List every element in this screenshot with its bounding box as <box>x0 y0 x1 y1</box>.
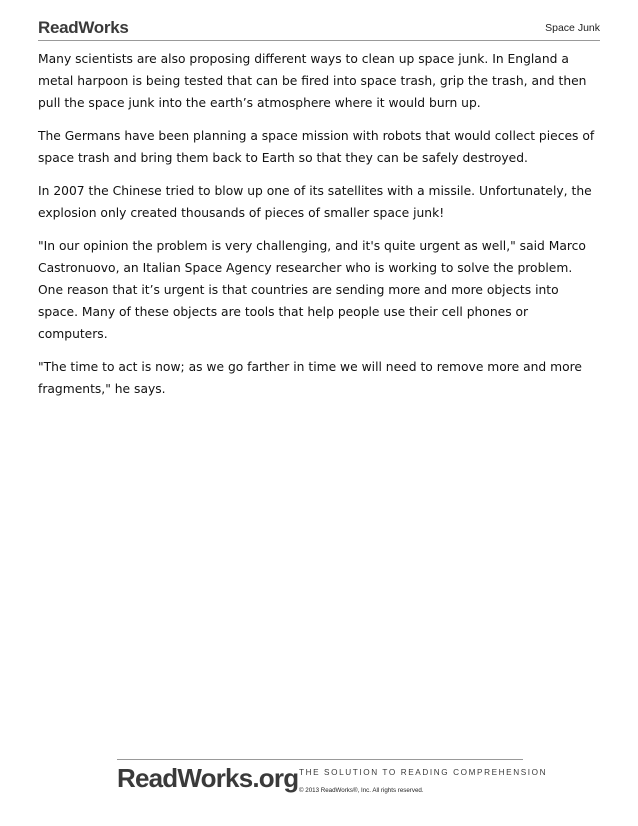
article-title: Space Junk <box>545 22 600 34</box>
copyright-notice: © 2013 ReadWorks®, Inc. All rights reserved. <box>299 787 424 794</box>
footer-divider <box>117 759 523 760</box>
paragraph: "In our opinion the problem is very challenging, and it's quite urgent as well," said Marco Castronuovo, an Italian Space Agency researcher who is working to solve the problem. One reason that it’s urgent is that countries are sending more and more objects into space. Many of these objects are tools that help people use their cell phones or computers. <box>38 239 586 341</box>
paragraph: Many scientists are also proposing different ways to clean up space junk. In England a metal harpoon is being tested that can be fired into space trash, grip the trash, and then pull the space junk into the earth’s atmosphere where it would burn up. <box>38 52 587 110</box>
paragraph: "The time to act is now; as we go farther in time we will need to remove more and more fragments," he says. <box>38 360 582 396</box>
readworks-org-logo: ReadWorks.org <box>117 763 299 793</box>
paragraph: The Germans have been planning a space mission with robots that would collect pieces of space trash and bring them back to Earth so that they can be safely destroyed. <box>38 129 595 165</box>
header-divider <box>38 40 600 41</box>
footer-tagline: THE SOLUTION TO READING COMPREHENSION <box>299 768 548 777</box>
readworks-logo: ReadWorks <box>38 18 129 37</box>
paragraph: In 2007 the Chinese tried to blow up one of its satellites with a missile. Unfortunately, the explosion only created thousands of pieces of smaller space junk! <box>38 184 592 220</box>
article-body <box>38 48 600 411</box>
page-header <box>38 18 600 40</box>
